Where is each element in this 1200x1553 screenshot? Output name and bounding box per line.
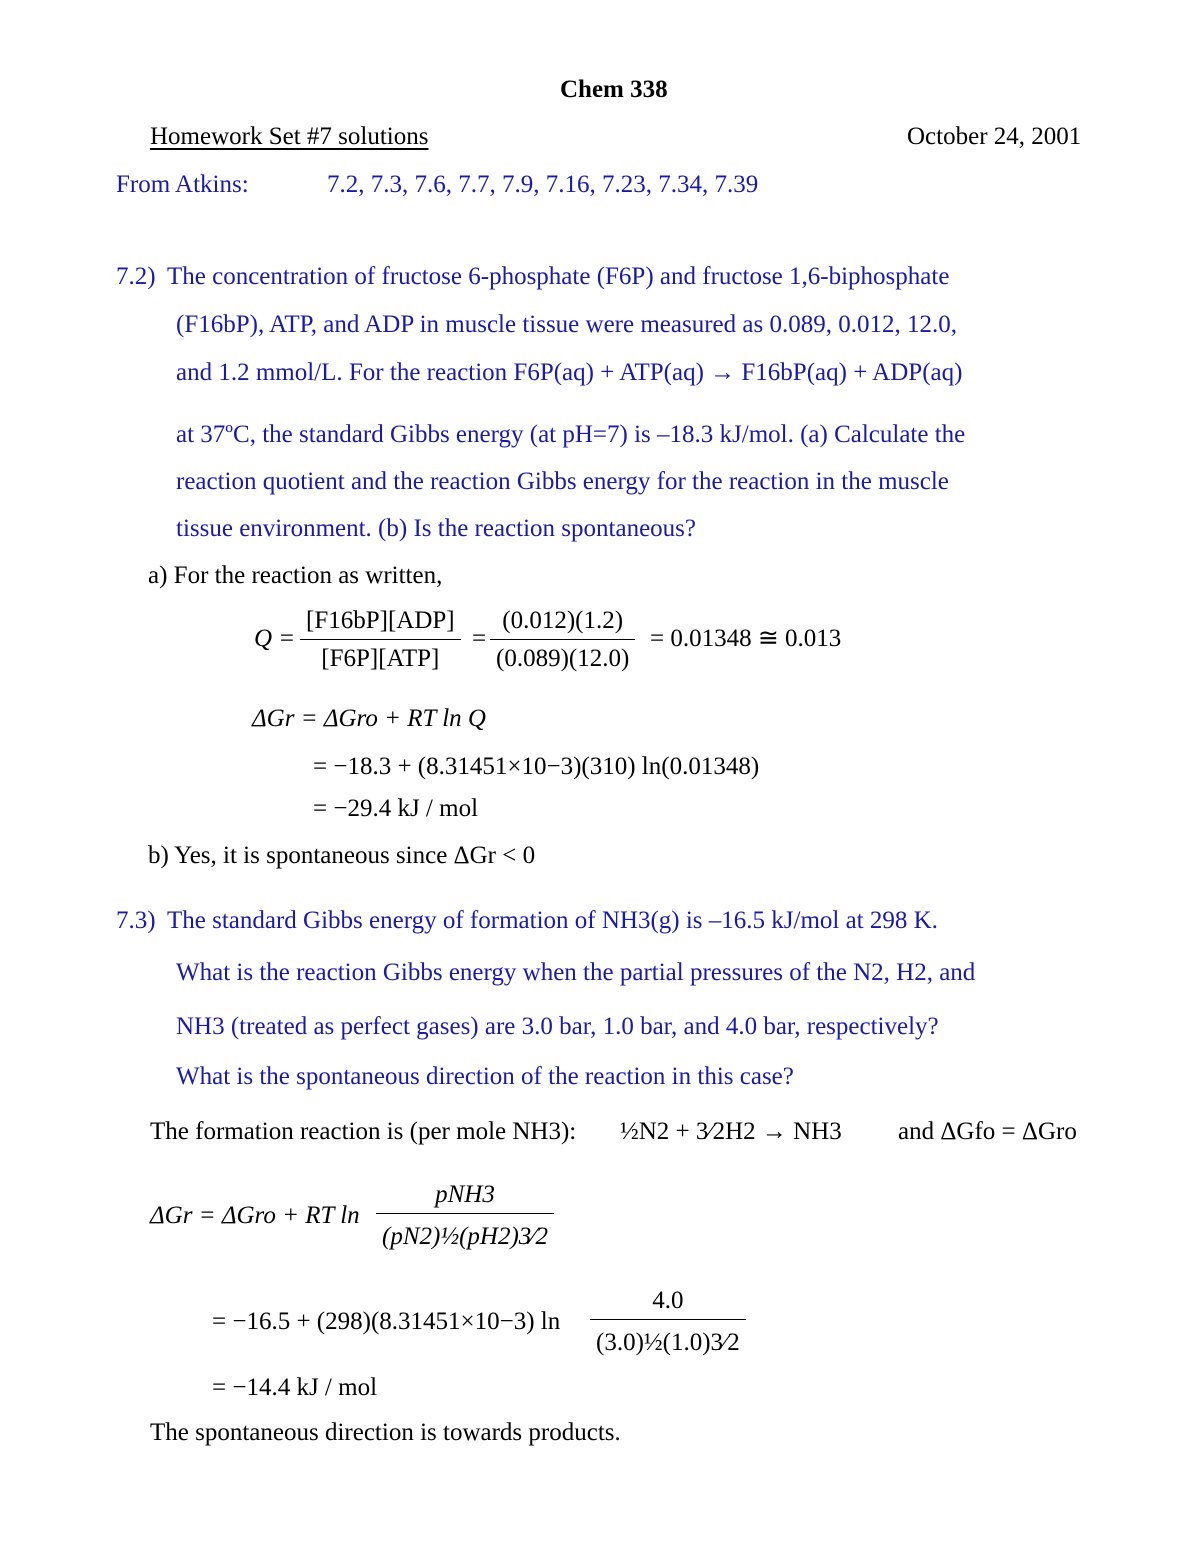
- part-a-label: a) For the reaction as written,: [148, 562, 443, 589]
- problem-list: 7.2, 7.3, 7.6, 7.7, 7.9, 7.16, 7.23, 7.34, 7.39: [327, 171, 759, 198]
- problem-7-2-line-6: tissue environment. (b) Is the reaction spontaneous?: [176, 515, 696, 542]
- dg-73-numerator: pNH3: [435, 1181, 495, 1208]
- problem-7-3-line-2: What is the reaction Gibbs energy when the partial pressures of the N2, H2, and: [176, 959, 976, 986]
- dg-73-substitution: = −16.5 + (298)(8.31451×10−3) ln: [212, 1308, 561, 1335]
- from-label: From Atkins:: [116, 171, 249, 198]
- date: October 24, 2001: [907, 123, 1082, 150]
- dg-73-numeric-numerator: 4.0: [652, 1287, 684, 1314]
- formation-equation: ½N2 + 3⁄2H2 → NH3: [620, 1118, 842, 1145]
- dg-equation-line-1: ΔGr = ΔGro + RT ln Q: [252, 705, 486, 732]
- problem-7-3-line-3: NH3 (treated as perfect gases) are 3.0 bar, 1.0 bar, and 4.0 bar, respectively?: [176, 1013, 939, 1040]
- problem-7-3-number: 7.3): [116, 907, 156, 934]
- problem-7-2-number: 7.2): [116, 263, 156, 290]
- formation-relation: and ΔGfo = ΔGro: [898, 1118, 1077, 1145]
- problem-7-2-line-1: The concentration of fructose 6-phosphate (F6P) and fructose 1,6-biphosphate: [167, 263, 950, 290]
- q-lhs: Q =: [254, 625, 296, 652]
- part-b-answer: b) Yes, it is spontaneous since ΔGr < 0: [148, 842, 536, 869]
- q-numerator-symbolic: [F16bP][ADP]: [306, 607, 455, 634]
- q-equals: =: [472, 625, 487, 652]
- dg-73-denominator: (pN2)½(pH2)3⁄2: [376, 1213, 554, 1249]
- problem-7-3-line-4: What is the spontaneous direction of the reaction in this case?: [176, 1063, 794, 1090]
- q-fraction-numeric: [490, 608, 635, 671]
- q-fraction-symbolic: [300, 608, 461, 671]
- dg-equation-line-2: = −18.3 + (8.31451×10−3)(310) ln(0.01348): [313, 753, 760, 780]
- dg-73-fraction: [376, 1182, 554, 1249]
- formation-text: The formation reaction is (per mole NH3):: [150, 1118, 577, 1145]
- dg-73-numeric-denominator: (3.0)½(1.0)3⁄2: [590, 1319, 746, 1355]
- dg-73-lhs: ΔGr = ΔGro + RT ln: [150, 1202, 360, 1229]
- problem-7-2-line-3: and 1.2 mmol/L. For the reaction F6P(aq) + ATP(aq) → F16bP(aq) + ADP(aq): [176, 359, 963, 386]
- homework-title: Homework Set #7 solutions: [150, 123, 429, 150]
- problem-7-3-line-1: The standard Gibbs energy of formation of NH3(g) is –16.5 kJ/mol at 298 K.: [167, 907, 938, 934]
- conclusion: The spontaneous direction is towards products.: [150, 1419, 621, 1446]
- problem-7-2-line-2: (F16bP), ATP, and ADP in muscle tissue were measured as 0.089, 0.012, 12.0,: [176, 311, 957, 338]
- course-title: Chem 338: [560, 76, 668, 103]
- q-result: = 0.01348 ≅ 0.013: [650, 625, 842, 652]
- q-denominator-symbolic: [F6P][ATP]: [300, 639, 461, 671]
- problem-7-2-line-5: reaction quotient and the reaction Gibbs energy for the reaction in the muscle: [176, 468, 949, 495]
- dg-73-numeric-fraction: [590, 1288, 746, 1355]
- dg-equation-line-3: = −29.4 kJ / mol: [313, 795, 479, 822]
- q-numerator-numeric: (0.012)(1.2): [502, 607, 624, 634]
- problem-7-2-line-4: at 37ºC, the standard Gibbs energy (at pH=7) is –18.3 kJ/mol. (a) Calculate the: [176, 421, 966, 448]
- q-denominator-numeric: (0.089)(12.0): [490, 639, 635, 671]
- dg-73-result: = −14.4 kJ / mol: [212, 1374, 378, 1401]
